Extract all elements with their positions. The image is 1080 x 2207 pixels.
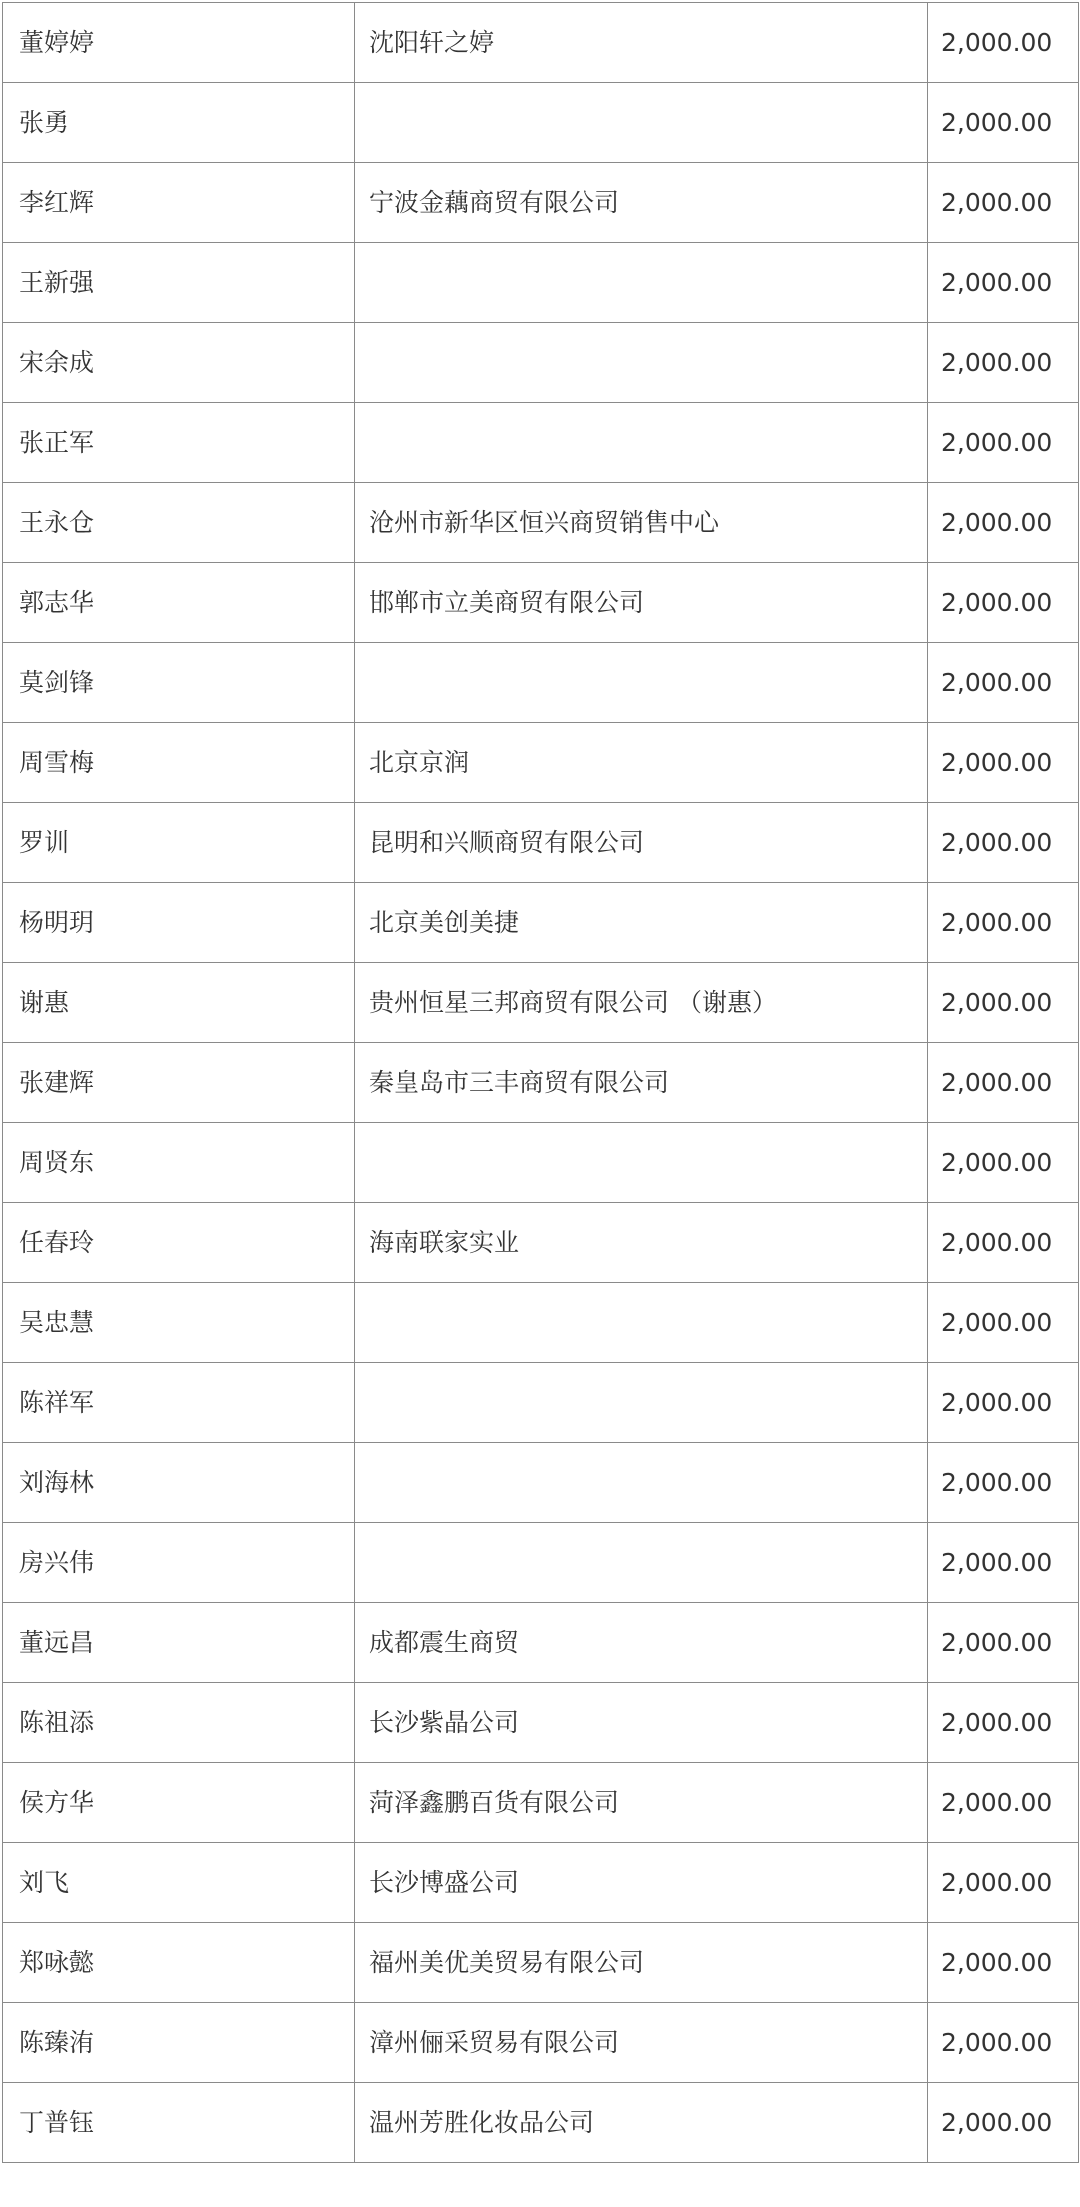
table-row [3,2083,1079,2163]
company-cell: 北京美创美捷 [355,883,928,963]
name-cell: 郭志华 [3,563,355,643]
name-cell: 王永仓 [3,483,355,563]
table-row [3,1763,1079,1843]
amount-cell: 2,000.00 [928,403,1079,483]
company-cell [355,1363,928,1443]
amount-cell: 2,000.00 [928,1603,1079,1683]
table-row [3,1123,1079,1203]
company-cell: 漳州俪采贸易有限公司 [355,2003,928,2083]
amount-cell: 2,000.00 [928,83,1079,163]
name-cell: 陈祖添 [3,1683,355,1763]
company-cell [355,1283,928,1363]
company-cell: 福州美优美贸易有限公司 [355,1923,928,2003]
company-cell [355,403,928,483]
amount-cell: 2,000.00 [928,1123,1079,1203]
name-cell: 丁普钰 [3,2083,355,2163]
amount-cell: 2,000.00 [928,1523,1079,1603]
amount-cell: 2,000.00 [928,2003,1079,2083]
name-cell: 谢惠 [3,963,355,1043]
company-cell: 长沙博盛公司 [355,1843,928,1923]
amount-cell: 2,000.00 [928,1843,1079,1923]
table-row [3,323,1079,403]
company-cell [355,83,928,163]
name-cell: 罗训 [3,803,355,883]
name-cell: 董远昌 [3,1603,355,1683]
table-row [3,243,1079,323]
amount-cell: 2,000.00 [928,723,1079,803]
amount-cell: 2,000.00 [928,1363,1079,1443]
table-row [3,483,1079,563]
donor-table [2,2,1079,2163]
donor-table-body [3,3,1079,2163]
amount-cell: 2,000.00 [928,2083,1079,2163]
amount-cell: 2,000.00 [928,803,1079,883]
company-cell: 沧州市新华区恒兴商贸销售中心 [355,483,928,563]
amount-cell: 2,000.00 [928,883,1079,963]
company-cell [355,243,928,323]
name-cell: 董婷婷 [3,3,355,83]
amount-cell: 2,000.00 [928,1203,1079,1283]
company-cell: 邯郸市立美商贸有限公司 [355,563,928,643]
name-cell: 王新强 [3,243,355,323]
table-row [3,883,1079,963]
name-cell: 张正军 [3,403,355,483]
table-row [3,803,1079,883]
amount-cell: 2,000.00 [928,1923,1079,2003]
table-row [3,163,1079,243]
table-row [3,403,1079,483]
table-row [3,2003,1079,2083]
amount-cell: 2,000.00 [928,963,1079,1043]
table-row [3,1923,1079,2003]
table-row [3,1043,1079,1123]
table-row [3,1203,1079,1283]
company-cell: 长沙紫晶公司 [355,1683,928,1763]
amount-cell: 2,000.00 [928,323,1079,403]
company-cell [355,323,928,403]
company-cell: 贵州恒星三邦商贸有限公司 （谢惠） [355,963,928,1043]
name-cell: 侯方华 [3,1763,355,1843]
name-cell: 周雪梅 [3,723,355,803]
table-row [3,1683,1079,1763]
table-row [3,1283,1079,1363]
name-cell: 房兴伟 [3,1523,355,1603]
company-cell [355,643,928,723]
company-cell: 温州芳胜化妆品公司 [355,2083,928,2163]
company-cell: 沈阳轩之婷 [355,3,928,83]
name-cell: 吴忠慧 [3,1283,355,1363]
name-cell: 陈祥军 [3,1363,355,1443]
amount-cell: 2,000.00 [928,163,1079,243]
company-cell: 宁波金藕商贸有限公司 [355,163,928,243]
name-cell: 李红辉 [3,163,355,243]
table-row [3,963,1079,1043]
name-cell: 张勇 [3,83,355,163]
company-cell: 成都震生商贸 [355,1603,928,1683]
amount-cell: 2,000.00 [928,1443,1079,1523]
company-cell: 海南联家实业 [355,1203,928,1283]
table-row [3,1443,1079,1523]
table-row [3,1363,1079,1443]
name-cell: 刘海林 [3,1443,355,1523]
company-cell [355,1443,928,1523]
name-cell: 刘飞 [3,1843,355,1923]
amount-cell: 2,000.00 [928,1283,1079,1363]
table-row [3,563,1079,643]
name-cell: 莫剑锋 [3,643,355,723]
company-cell: 菏泽鑫鹏百货有限公司 [355,1763,928,1843]
amount-cell: 2,000.00 [928,243,1079,323]
amount-cell: 2,000.00 [928,1683,1079,1763]
company-cell [355,1523,928,1603]
table-row [3,1843,1079,1923]
table-row [3,1603,1079,1683]
amount-cell: 2,000.00 [928,483,1079,563]
company-cell: 秦皇岛市三丰商贸有限公司 [355,1043,928,1123]
table-row [3,3,1079,83]
amount-cell: 2,000.00 [928,1043,1079,1123]
amount-cell: 2,000.00 [928,3,1079,83]
name-cell: 郑咏懿 [3,1923,355,2003]
name-cell: 宋余成 [3,323,355,403]
company-cell [355,1123,928,1203]
table-row [3,83,1079,163]
table-row [3,723,1079,803]
name-cell: 张建辉 [3,1043,355,1123]
name-cell: 周贤东 [3,1123,355,1203]
amount-cell: 2,000.00 [928,643,1079,723]
table-row [3,643,1079,723]
amount-cell: 2,000.00 [928,563,1079,643]
table-row [3,1523,1079,1603]
company-cell: 昆明和兴顺商贸有限公司 [355,803,928,883]
name-cell: 陈臻洧 [3,2003,355,2083]
company-cell: 北京京润 [355,723,928,803]
name-cell: 杨明玥 [3,883,355,963]
amount-cell: 2,000.00 [928,1763,1079,1843]
name-cell: 任春玲 [3,1203,355,1283]
